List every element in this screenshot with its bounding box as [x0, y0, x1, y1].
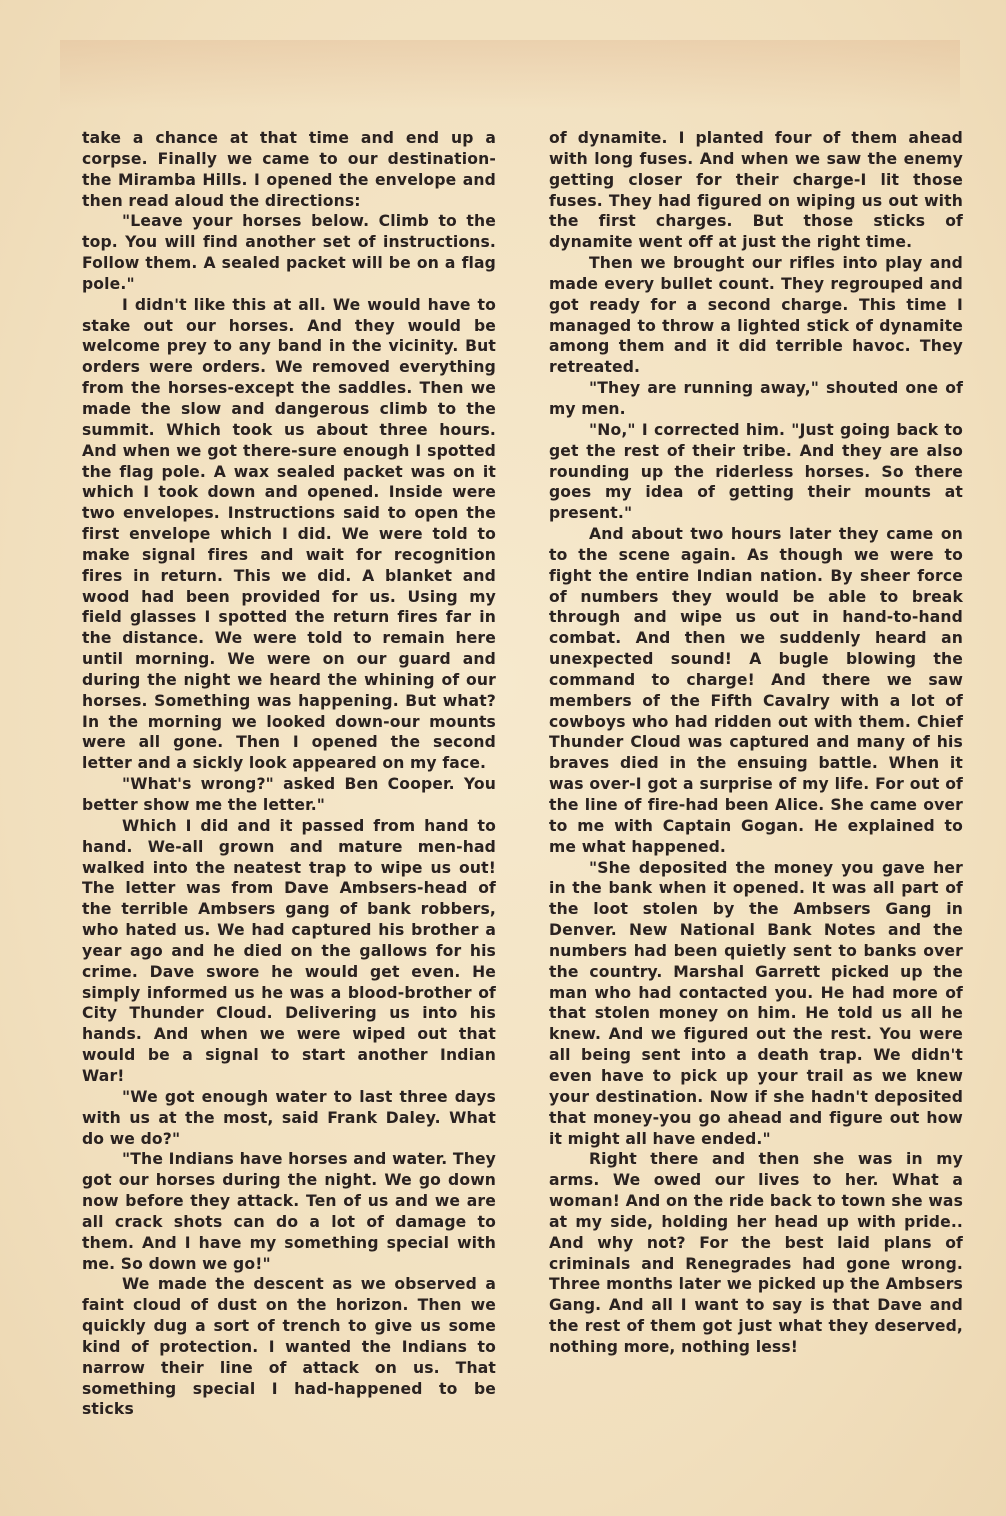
- paragraph: "We got enough water to last three days with us at the most, said Frank Daley. What do we do?": [82, 1087, 496, 1148]
- paragraph: "What's wrong?" asked Ben Cooper. You better show me the letter.": [82, 775, 496, 814]
- paragraph: Right there and then she was in my arms. We owed our lives to her. What a woman! And on the ride back to town she was at my side, holding her head up with pride.. And why not? For the best laid plans of criminals and Renegrades had gone wrong. Three months later we picked up the Ambsers Gang. And all I want to say is that Dave and the rest of them got just what they deserved, nothing more, nothing less!: [549, 1150, 963, 1356]
- paragraph: "The Indians have horses and water. They got our horses during the night. We go down now before they attack. Ten of us and we are all crack shots can do a lot of damage to them. And I have my something special with me. So down we go!": [82, 1150, 496, 1273]
- paragraph: "They are running away," shouted one of my men.: [549, 379, 963, 418]
- right-text-column: [549, 128, 963, 1358]
- paragraph: We made the descent as we observed a faint cloud of dust on the horizon. Then we quickly dug a sort of trench to give us some kind of protection. I wanted the Indians to narrow their line of attack on us. That something special I had-happened to be sticks: [82, 1275, 496, 1419]
- paragraph: "No," I corrected him. "Just going back to get the rest of their tribe. And they are also rounding up the riderless horses. So there goes my idea of getting their mounts at present.": [549, 420, 963, 523]
- paragraph: "Leave your horses below. Climb to the top. You will find another set of instructions. Follow them. A sealed packet will be on a flag pole.": [82, 212, 496, 293]
- paragraph: "She deposited the money you gave her in the bank when it opened. It was all part of the loot stolen by the Ambsers Gang in Denver. New National Bank Notes and the numbers had been quietly sent to banks over the country. Marshal Garrett picked up the man who had contacted you. He had more of that stolen money on him. He told us all he knew. And we figured out the rest. You were all being sent into a death trap. We didn't even have to pick up your trail as we knew your destination. Now if she hadn't deposited that money-you go ahead and figure out how it might all have ended.": [549, 858, 963, 1148]
- left-text-column: [82, 128, 496, 1420]
- paragraph: take a chance at that time and end up a corpse. Finally we came to our destination- the Miramba Hills. I opened the envelope and then read aloud the directions:: [82, 129, 496, 210]
- paragraph: Then we brought our rifles into play and made every bullet count. They regrouped and got ready for a second charge. This time I managed to throw a lighted stick of dynamite among them and it did terrible havoc. They retreated.: [549, 254, 963, 377]
- paragraph: And about two hours later they came on to the scene again. As though we were to fight the entire Indian nation. By sheer force of numbers they would be able to break through and wipe us out in hand-to-hand combat. And then we suddenly heard an unexpected sound! A bugle blowing the command to charge! And there we saw members of the Fifth Cavalry with a lot of cowboys who had ridden out with them. Chief Thunder Cloud was captured and many of his braves died in the ensuing battle. When it was over-I got a surprise of my life. For out of the line of fire-had been Alice. She came over to me with Captain Gogan. He explained to me what happened.: [549, 525, 963, 856]
- paragraph: Which I did and it passed from hand to hand. We-all grown and mature men-had walked into the neatest trap to wipe us out! The letter was from Dave Ambsers-head of the terrible Ambsers gang of bank robbers, who hated us. We had captured his brother a year ago and he died on the gallows for his crime. Dave swore he would get even. He simply informed us he was a blood-brother of City Thunder Cloud. Delivering us into his hands. And when we were wiped out that would be a signal to start another Indian War!: [82, 816, 496, 1085]
- paragraph: I didn't like this at all. We would have to stake out our horses. And they would be welcome prey to any band in the vicinity. But orders were orders. We removed everything from the horses-except the saddles. Then we made the slow and dangerous climb to the summit. Which took us about three hours. And when we got there-sure enough I spotted the flag pole. A wax sealed packet was on it which I took down and opened. Inside were two envelopes. Instructions said to open the first envelope which I did. We were told to make signal fires and wait for recognition fires in return. This we did. A blanket and wood had been provided for us. Using my field glasses I spotted the return fires far in the distance. We were told to remain here until morning. We were on our guard and during the night we heard the whining of our horses. Something was happening. But what? In the morning we looked down-our mounts were all gone. Then I opened the second letter and a sickly look appeared on my face.: [82, 295, 496, 773]
- paragraph: of dynamite. I planted four of them ahead with long fuses. And when we saw the enemy getting closer for their charge-I lit those fuses. They had figured on wiping us out with the first charges. But those sticks of dynamite went off at just the right time.: [549, 129, 963, 252]
- header-bleed-through: [60, 40, 960, 110]
